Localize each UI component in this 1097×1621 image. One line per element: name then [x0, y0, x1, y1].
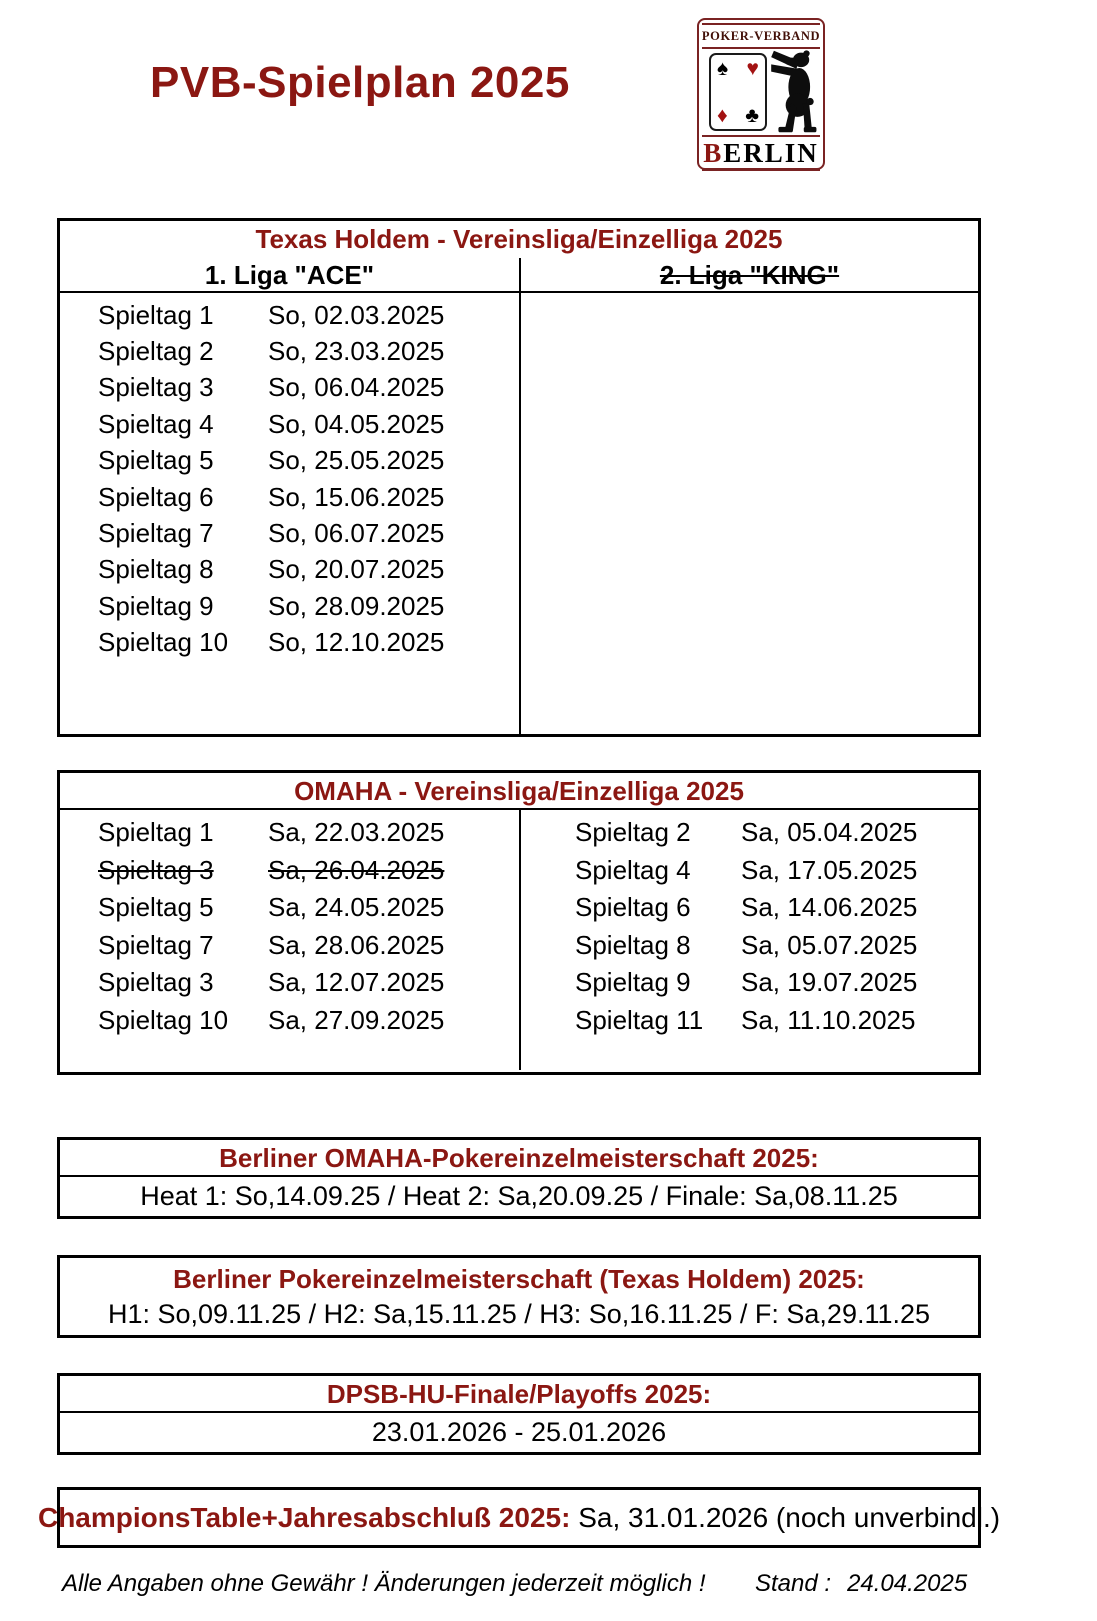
- ace-league-rows: [60, 293, 519, 661]
- ace-league-header: 1. Liga "ACE": [60, 258, 519, 293]
- footer-stand-label: Stand :: [755, 1570, 832, 1597]
- dpsb-finale-box: [57, 1373, 981, 1455]
- spieltag-label: Spieltag 4: [575, 854, 691, 885]
- holdem-column-king: [519, 258, 978, 737]
- holdem-championship-box: [57, 1255, 981, 1338]
- table-row: [60, 889, 519, 927]
- king-league-rows: [521, 293, 978, 297]
- spieltag-label: Spieltag 1: [98, 817, 214, 848]
- spieltag-date: So, 25.05.2025: [268, 445, 445, 476]
- omaha-column-right: [519, 810, 978, 1070]
- berlin-bear-icon: [764, 49, 820, 135]
- spieltag-label: Spieltag 6: [575, 892, 691, 923]
- footer-disclaimer: Alle Angaben ohne Gewähr ! Änderungen jederzeit möglich !: [62, 1570, 706, 1597]
- holdem-championship-title: Berliner Pokereinzelmeisterschaft (Texas Holdem) 2025:: [173, 1264, 865, 1294]
- table-row: [60, 814, 519, 852]
- spade-icon: ♠: [717, 57, 729, 80]
- spieltag-date: Sa, 05.07.2025: [741, 929, 918, 960]
- table-row: [60, 479, 519, 515]
- table-row: [60, 1002, 519, 1040]
- table-row: [60, 443, 519, 479]
- spieltag-date: Sa, 19.07.2025: [741, 967, 918, 998]
- omaha-table-title: OMAHA - Vereinsliga/Einzelliga 2025: [60, 773, 978, 810]
- spieltag-label: Spieltag 2: [575, 817, 691, 848]
- spieltag-label: Spieltag 9: [575, 967, 691, 998]
- spieltag-date: Sa, 26.04.2025: [268, 854, 445, 885]
- spieltag-date: So, 12.10.2025: [268, 627, 445, 658]
- spieltag-date: Sa, 12.07.2025: [268, 967, 445, 998]
- spieltag-date: Sa, 27.09.2025: [268, 1004, 445, 1035]
- spieltag-date: So, 04.05.2025: [268, 408, 445, 439]
- logo-middle: [702, 49, 820, 135]
- champions-table-box: [37, 1487, 1001, 1548]
- spieltag-date: Sa, 17.05.2025: [741, 854, 918, 885]
- table-row: [60, 297, 519, 333]
- table-row: [60, 406, 519, 442]
- pvb-logo: [697, 18, 825, 170]
- spieltag-date: So, 06.04.2025: [268, 372, 445, 403]
- spieltag-date: Sa, 28.06.2025: [268, 929, 445, 960]
- king-league-header: 2. Liga "KING": [521, 258, 978, 293]
- table-row: [521, 852, 978, 890]
- omaha-columns: [60, 810, 978, 1070]
- footer-stand-date: 24.04.2025: [847, 1570, 968, 1597]
- footer-stand: [755, 1570, 967, 1598]
- omaha-column-left: [60, 810, 519, 1070]
- page-title: PVB-Spielplan 2025: [150, 58, 570, 107]
- spieltag-label: Spieltag 5: [98, 445, 214, 476]
- omaha-championship-title: Berliner OMAHA-Pokereinzelmeisterschaft 2025:: [60, 1140, 978, 1177]
- logo-berlin-initial: B: [703, 137, 724, 168]
- spieltag-date: Sa, 22.03.2025: [268, 817, 445, 848]
- dpsb-finale-title: DPSB-HU-Finale/Playoffs 2025:: [60, 1376, 978, 1413]
- holdem-league-table: [57, 218, 981, 737]
- footer: [0, 1566, 1097, 1606]
- table-row: [60, 588, 519, 624]
- spieltag-label: Spieltag 3: [98, 372, 214, 403]
- playing-card: [709, 53, 767, 131]
- omaha-left-rows: [60, 810, 519, 1039]
- logo-berlin-rest: ERLIN: [723, 137, 819, 168]
- spieltag-label: Spieltag 3: [98, 854, 214, 885]
- table-row: [521, 964, 978, 1002]
- spieltag-label: Spieltag 10: [98, 1004, 229, 1035]
- holdem-table-title: Texas Holdem - Vereinsliga/Einzelliga 2025: [255, 224, 783, 254]
- logo-top-text: POKER-VERBAND: [701, 28, 821, 43]
- dpsb-finale-dates: 23.01.2026 - 25.01.2026: [371, 1417, 667, 1447]
- spieltag-label: Spieltag 4: [98, 408, 214, 439]
- table-row: [521, 814, 978, 852]
- spieltag-label: Spieltag 7: [98, 518, 214, 549]
- spieltag-label: Spieltag 9: [98, 590, 214, 621]
- spieltag-date: So, 02.03.2025: [268, 299, 445, 330]
- champions-table-date: Sa, 31.01.2026 (noch unverbindl.): [570, 1501, 1001, 1533]
- table-row: [60, 625, 519, 661]
- table-row: [60, 852, 519, 890]
- spieltag-date: So, 20.07.2025: [268, 554, 445, 585]
- table-row: [521, 1002, 978, 1040]
- table-row: [521, 889, 978, 927]
- omaha-championship-box: [57, 1137, 981, 1219]
- champions-table-label: ChampionsTable+Jahresabschluß 2025:: [37, 1501, 571, 1533]
- spieltag-date: So, 28.09.2025: [268, 590, 445, 621]
- spieltag-label: Spieltag 5: [98, 892, 214, 923]
- spieltag-label: Spieltag 2: [98, 336, 214, 367]
- table-row: [60, 515, 519, 551]
- holdem-championship-dates: H1: So,09.11.25 / H2: Sa,15.11.25 / H3: So,16.11.25 / F: Sa,29.11.25: [107, 1299, 931, 1329]
- table-row: [60, 552, 519, 588]
- omaha-league-table: [57, 770, 981, 1075]
- table-row: [60, 927, 519, 965]
- logo-top-band: [702, 23, 820, 49]
- logo-bottom-band: [702, 135, 820, 171]
- spieltag-label: Spieltag 8: [575, 929, 691, 960]
- club-icon: ♣: [745, 104, 759, 127]
- diamond-icon: ♦: [717, 104, 728, 127]
- spieltag-date: Sa, 24.05.2025: [268, 892, 445, 923]
- omaha-right-rows: [521, 810, 978, 1039]
- spieltag-date: Sa, 05.04.2025: [741, 817, 918, 848]
- spieltag-date: So, 15.06.2025: [268, 481, 445, 512]
- champions-table-line: [38, 1502, 1000, 1534]
- spieltag-date: So, 06.07.2025: [268, 518, 445, 549]
- spieltag-label: Spieltag 10: [98, 627, 229, 658]
- spieltag-label: Spieltag 1: [98, 299, 214, 330]
- spieltag-date: Sa, 11.10.2025: [741, 1004, 916, 1035]
- table-row: [60, 964, 519, 1002]
- table-row: [60, 370, 519, 406]
- omaha-championship-dates: Heat 1: So,14.09.25 / Heat 2: Sa,20.09.25 / Finale: Sa,08.11.25: [140, 1181, 898, 1211]
- table-row: [60, 333, 519, 369]
- spieltag-label: Spieltag 8: [98, 554, 214, 585]
- spieltag-date: Sa, 14.06.2025: [741, 892, 918, 923]
- spieltag-label: Spieltag 11: [575, 1004, 704, 1035]
- heart-icon: ♥: [746, 57, 759, 80]
- spieltag-label: Spieltag 6: [98, 481, 214, 512]
- spieltag-label: Spieltag 3: [98, 967, 214, 998]
- holdem-columns: [60, 258, 978, 737]
- spieltag-date: So, 23.03.2025: [268, 336, 445, 367]
- spieltag-label: Spieltag 7: [98, 929, 214, 960]
- holdem-column-ace: [60, 258, 519, 737]
- table-row: [521, 927, 978, 965]
